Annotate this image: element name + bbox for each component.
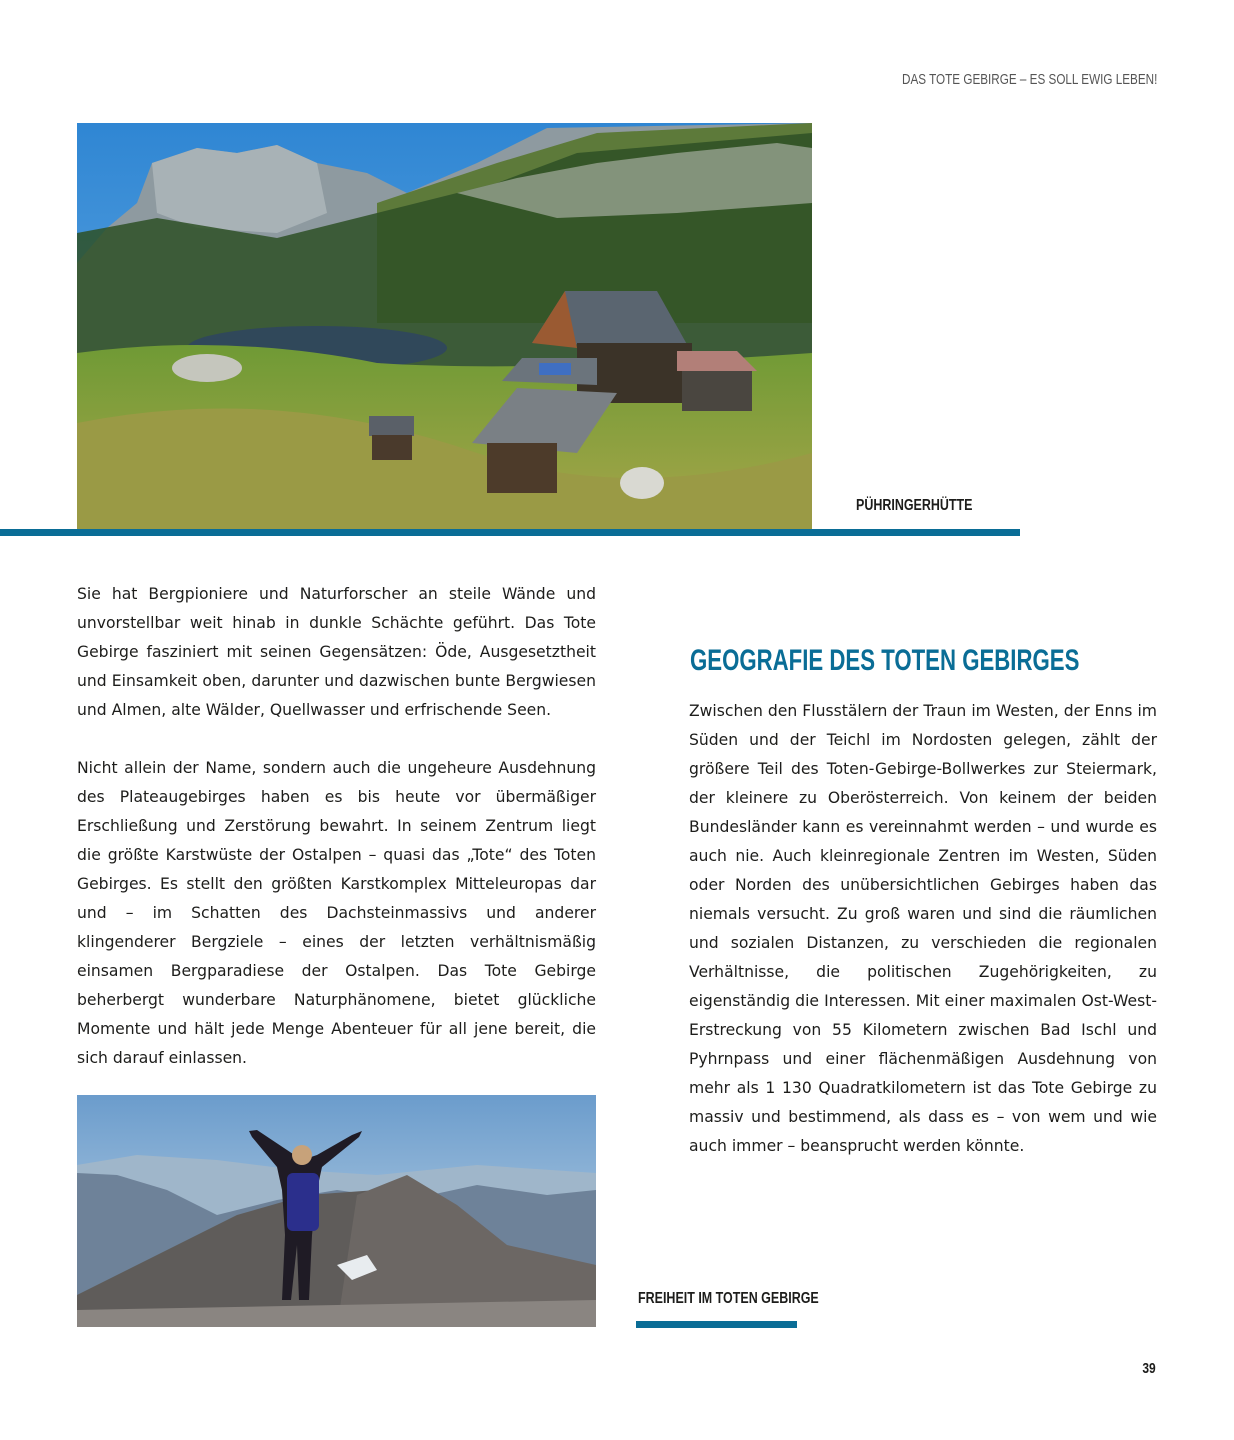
running-head: DAS TOTE GEBIRGE – ES SOLL EWIG LEBEN! <box>901 71 1157 88</box>
right-column <box>689 697 1157 1161</box>
paragraph: Zwischen den Flusstälern der Traun im Westen, der Enns im Süden und der Teichl im Nordosten gelegen, zählt der größere Teil des Toten-Gebirge-Bollwerkes zur Steiermark, der kleinere zu Oberösterreich. Von keinem der beiden Bundesländer kann es vereinnahmt werden – und wurde es auch nie. Auch kleinregionale Zentren im Westen, Süden oder Norden des unübersichtlichen Gebirges haben das niemals versucht. Zu groß waren und sind die räumlichen und sozialen Distanzen, zu verschieden die regionalen Verhältnisse, die politischen Zugehörigkeiten, zu eigenständig die Interessen. Mit einer maximalen Ost-West-Erstreckung von 55 Kilometern zwischen Bad Ischl und Pyhrnpass und einer flächenmäßigen Ausdehnung von mehr als 1 130 Quadratkilometern ist das Tote Gebirge zu massiv und bestimmend, als dass es – von wem und wie auch immer – beansprucht werden könnte. <box>689 702 1157 1155</box>
photo-mountain-hut-image <box>77 123 812 529</box>
accent-rule-bottom <box>636 1321 797 1328</box>
photo-freiheit <box>77 1095 596 1327</box>
left-column <box>77 580 596 1073</box>
photo-hiker-summit-image <box>77 1095 596 1327</box>
paragraph: Sie hat Bergpioniere und Naturforscher an steile Wände und unvorstellbar weit hinab in dunkle Schächte geführt. Das Tote Gebirge fasziniert mit seinen Gegensätzen: Öde, Ausgesetztheit und Einsamkeit oben, darunter und dazwischen bunte Bergwiesen und Almen, alte Wälder, Quellwasser und erfrischende Seen. <box>77 585 596 719</box>
photo-caption-bottom: FREIHEIT IM TOTEN GEBIRGE <box>638 1290 819 1307</box>
page-number: 39 <box>1142 1360 1156 1377</box>
photo-puehringerhuette <box>77 123 812 529</box>
paragraph: Nicht allein der Name, sondern auch die ungeheure Ausdehnung des Plateaugebirges haben es bis heute vor übermäßiger Erschließung und Zerstörung bewahrt. In seinem Zentrum liegt die größte Karstwüste der Ostalpen – quasi das „Tote“ des Toten Gebirges. Es stellt den größten Karstkomplex Mitteleuropas dar und – im Schatten des Dachsteinmassivs und anderer klingenderer Bergziele – eines der letzten verhältnismäßig einsamen Bergparadiese der Ostalpen. Das Tote Gebirge beherbergt wunderbare Naturphänomene, bietet glückliche Momente und hält jede Menge Abenteuer für all jene bereit, die sich darauf einlassen. <box>77 759 596 1067</box>
section-heading: GEOGRAFIE DES TOTEN GEBIRGES <box>690 644 1080 677</box>
accent-rule-top <box>0 529 1020 536</box>
photo-caption-top: PÜHRINGERHÜTTE <box>856 497 973 514</box>
